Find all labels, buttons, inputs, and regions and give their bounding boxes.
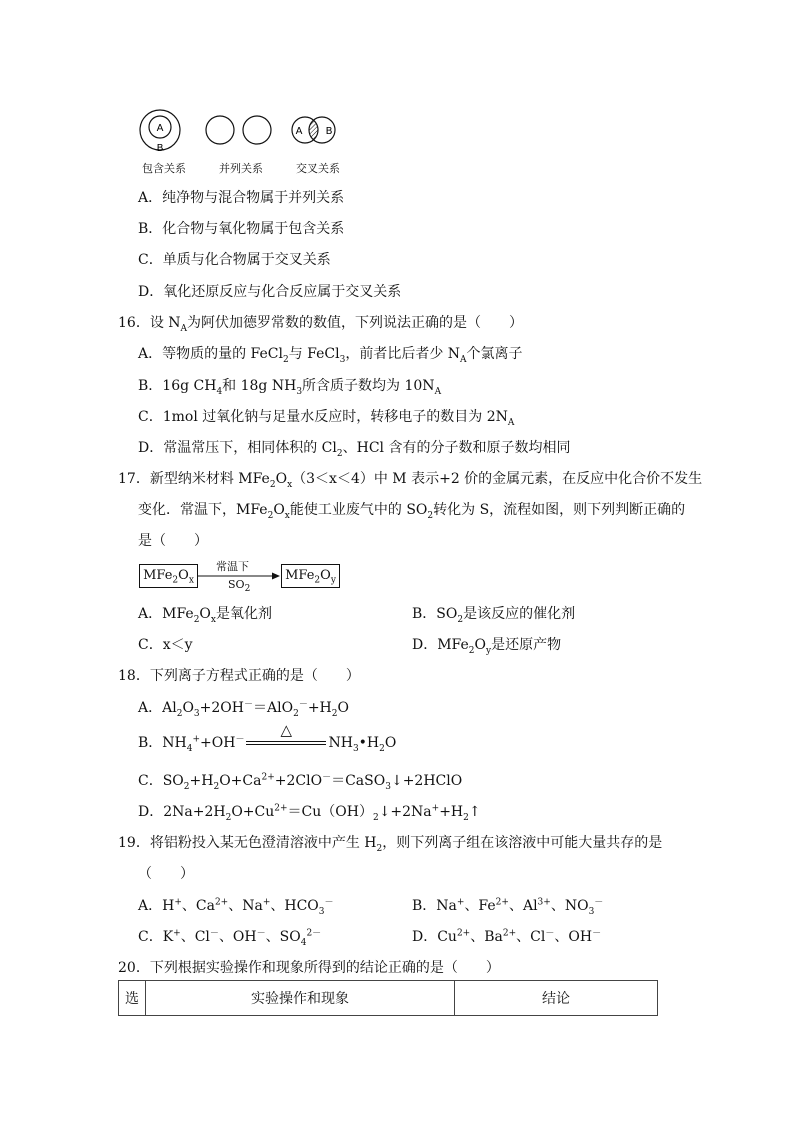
q15-option-b: B．化合物与氧化物属于包含关系 — [138, 221, 345, 237]
heating-condition: △ — [280, 721, 293, 739]
q19-stem-line2: （ ） — [138, 866, 194, 882]
q19-option-d: D．$Cu^{2+}$、$Ba^{2+}$、Cl－、OH－ — [412, 928, 602, 945]
q17-stem-line1: 17．新型纳米材料 $MFe_2O_x(3<x<4)$中 M 表示+2 价的金属元素，在反应中化合价不发生 — [118, 471, 703, 490]
circle-label-b: B — [156, 143, 164, 154]
q17-option-b: B．$SO_2$是该反应的催化剂 — [412, 606, 576, 625]
q17-option-a: A．$MFe_2O_x$是氧化剂 — [138, 606, 272, 625]
q16-option-d: D．常温常压下，相同体积的 $Cl_2$、HCl 含有的分子数和原子数均相同 — [138, 440, 571, 459]
q15-option-c: C．单质与化合物属于交叉关系 — [138, 252, 331, 268]
q15-option-a: A．纯净物与混合物属于并列关系 — [138, 190, 345, 206]
q16-option-a: A．等物质的量的 FeCl$_2$与 FeCl$_3$，前者比后者少 $N_A$个氯离子 — [138, 346, 523, 365]
heating-equals-sign — [244, 721, 328, 750]
flow-box-right: $MFe_2O_y$ — [281, 564, 340, 588]
q18-option-a: A．$Al_2O_3+2OH^-=AlO_2^-+H_2O$ — [138, 699, 349, 719]
q19-option-b: B．Na+、$Fe^{2+}$、$Al^{3+}$、$NO_3^-$ — [412, 897, 604, 917]
cross-label-b: B — [325, 126, 333, 137]
q18-option-b: B．$NH_4^++OH^-$ △ $NH_3•H_2O$ — [138, 721, 397, 754]
q17-stem-line2: 变化．常温下，$MFe_2O_x$能使工业废气中的 $SO_2$转化为 S，流程如图，则下列判断正确的 — [138, 502, 686, 521]
label-parallel: 并列关系 — [219, 162, 263, 175]
q16-option-c: C．1mol 过氧化钠与足量水反应时，转移电子的数目为 $2N_A$ — [138, 409, 515, 428]
header-operation: 实验操作和现象 — [146, 981, 455, 1016]
header-option: 选 — [119, 981, 146, 1016]
label-intersection: 交叉关系 — [296, 162, 340, 175]
cross-label-a: A — [295, 126, 303, 137]
q18-option-c: C．$SO_2+H_2O+Ca^{2+}+2ClO^-=CaSO_3↓+2HClO$ — [138, 772, 463, 792]
equals-line-bottom — [246, 744, 326, 745]
q16-stem: 16．设 $N_A$为阿伏加德罗常数的数值，下列说法正确的是（ ） — [118, 315, 524, 334]
q17-option-d: D．$MFe_2O_y$是还原产物 — [412, 637, 562, 656]
q20-stem: 20．下列根据实验操作和现象所得到的结论正确的是（ ） — [118, 960, 500, 976]
q17-option-c: C．x＜y — [138, 637, 193, 653]
table-header-row — [119, 981, 658, 1016]
parallel-circle-1 — [206, 116, 234, 144]
q19-stem-line1: 19．将铝粉投入某无色澄清溶液中产生 $H_2$，则下列离子组在该溶液中可能大量共存的是 — [118, 835, 663, 854]
header-conclusion: 结论 — [455, 981, 658, 1016]
q18-stem: 18．下列离子方程式正确的是（ ） — [118, 668, 360, 684]
equals-line-top — [246, 741, 326, 742]
circle-label-a: A — [156, 123, 164, 134]
q19-option-c: C．K+、Cl－、OH－、$SO_4^{2-}$ — [138, 928, 322, 948]
q17-stem-line3: 是（ ） — [138, 533, 208, 549]
q18-option-d: D．$2Na+2H_2O+Cu^{2+}=Cu(OH)_2↓+2Na^++H_2↑$ — [138, 803, 481, 823]
flow-arrow-top: 常温下 — [216, 560, 249, 573]
q15-option-d: D．氧化还原反应与化合反应属于交叉关系 — [138, 284, 402, 300]
q19-option-a: A．H+、$Ca^{2+}$、Na+、$HCO_3^-$ — [138, 897, 334, 917]
flow-box-left: $MFe_2O_x$ — [139, 564, 198, 588]
parallel-circle-2 — [243, 116, 271, 144]
q20-table — [118, 980, 658, 1016]
venn-diagrams — [136, 108, 351, 154]
flow-arrow-bottom: $SO_2$ — [228, 578, 251, 595]
q16-option-b: B．16g $CH_4$和 18g $NH_3$所含质子数均为 $10N_A$ — [138, 378, 442, 397]
label-inclusion: 包含关系 — [142, 162, 186, 175]
